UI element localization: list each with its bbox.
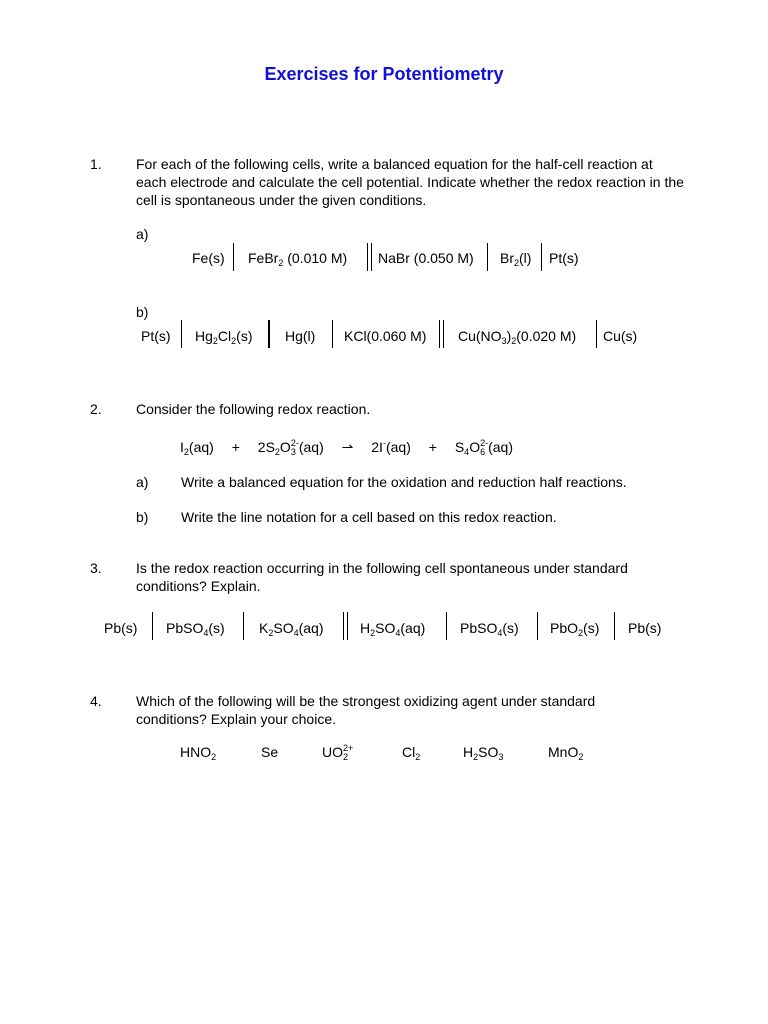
redox-reaction: $I_2(aq) + 2S_2O_3^{2-}(aq)$ ⇀ $2I^-(aq) + S_4O_6^{2-}(aq)$ [180, 438, 514, 457]
species-pbo2: PbO$_2$(s) [550, 620, 600, 638]
choice-se: Se [261, 744, 279, 760]
phase-boundary [614, 612, 615, 640]
species-kcl: KCl(0.060 M) [344, 328, 427, 344]
subpart-label: b) [136, 304, 149, 320]
phase-boundary [487, 243, 488, 271]
phase-boundary [596, 320, 597, 348]
species-pt: Pt(s) [549, 250, 579, 266]
phase-boundary [243, 612, 244, 640]
page-title: Exercises for Potentiometry [264, 64, 504, 84]
equilibrium-arrow: ⇀ [341, 439, 354, 455]
species-pbso4: PbSO$_4$(s) [166, 620, 225, 638]
subpart-text: Write a balanced equation for the oxidation and reduction half reactions. [181, 474, 627, 490]
phase-boundary [537, 612, 538, 640]
question-text: Is the redox reaction occurring in the following cell spontaneous under standard conditions? Explain. [136, 560, 628, 594]
phase-boundary [446, 612, 447, 640]
species-hg2cl2: $Hg_2Cl_2(s)$ [195, 328, 253, 346]
question-text: Consider the following redox reaction. [136, 401, 371, 417]
choice-hno2: $HNO_2$ [180, 744, 217, 762]
species-k2so4: $K_2SO_4(aq)$ [259, 620, 324, 638]
phase-boundary [268, 320, 270, 348]
species-nabr: NaBr (0.050 M) [378, 250, 474, 266]
salt-bridge [439, 320, 444, 348]
species-pb: Pb(s) [628, 620, 662, 636]
phase-boundary [332, 320, 333, 348]
species-pb: Pb(s) [104, 620, 138, 636]
choice-cl2: $Cl_2$ [402, 744, 421, 762]
phase-boundary [181, 320, 182, 348]
salt-bridge [343, 612, 348, 640]
question-number: 3. [90, 560, 102, 576]
species-h2so4: $H_2SO_4(aq)$ [360, 620, 426, 638]
question-number: 4. [90, 693, 102, 709]
question-number: 2. [90, 401, 102, 417]
subpart-label: a) [136, 474, 149, 490]
choice-h2so3: $H_2SO_3$ [463, 744, 504, 762]
question-text: For each of the following cells, write a balanced equation for the half-cell reaction at each electrode and calculate the cell potential. Indicate whether the redox reaction in the cell is spontaneous under the given conditions. [136, 156, 684, 208]
choice-uo2: $UO_2^{2+}$ [322, 743, 354, 762]
phase-boundary [541, 243, 542, 271]
phase-boundary [152, 612, 153, 640]
question-text: Which of the following will be the strongest oxidizing agent under standard conditions? Explain your choice. [136, 693, 596, 727]
phase-boundary [233, 243, 234, 271]
species-fe: Fe(s) [192, 250, 225, 266]
question-number: 1. [90, 156, 102, 172]
subpart-label: a) [136, 226, 149, 242]
species-cu: Cu(s) [603, 328, 638, 344]
subpart-text: Write the line notation for a cell based on this redox reaction. [181, 509, 557, 525]
species-febr2: FeBr$_2$ (0.010 M) [248, 250, 348, 268]
species-pt: Pt(s) [141, 328, 171, 344]
salt-bridge [367, 243, 372, 271]
species-br2: $Br_2(l)$ [500, 250, 532, 268]
species-pbso4: PbSO$_4$(s) [460, 620, 519, 638]
species-cuno32: $Cu(NO_3)_2(0.020$ M) [458, 328, 577, 346]
species-hg: Hg(l) [285, 328, 316, 344]
choice-mno2: MnO$_2$ [548, 744, 584, 762]
subpart-label: b) [136, 509, 149, 525]
